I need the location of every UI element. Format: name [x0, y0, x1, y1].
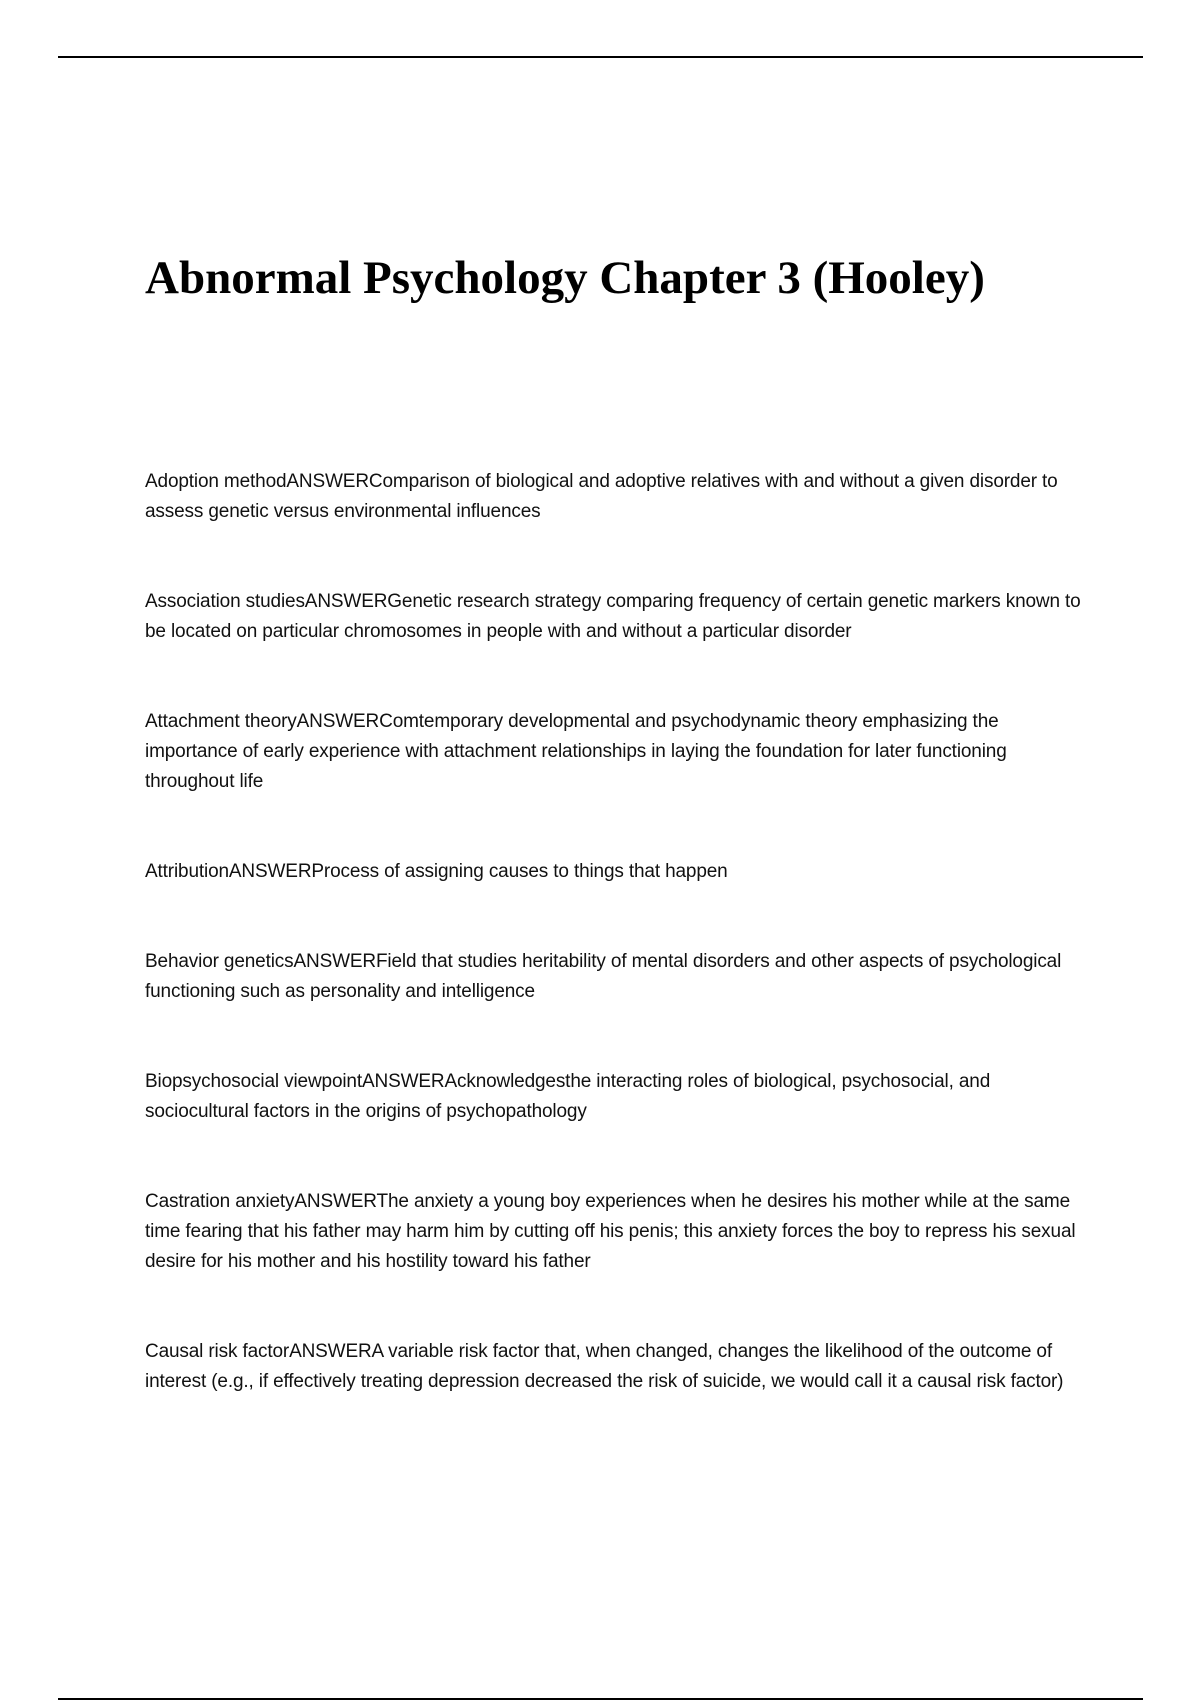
- page-title: Abnormal Psychology Chapter 3 (Hooley): [145, 252, 985, 304]
- glossary-entry-attachment-theory: Attachment theoryANSWERComtemporary developmental and psychodynamic theory emphasizing the importance of early experience with attachment relationships in laying the foundation for later functioning throughout life: [145, 711, 1007, 792]
- glossary-entry-causal-risk-factor: Causal risk factorANSWERA variable risk factor that, when changed, changes the likelihood of the outcome of interest (e.g., if effectively treating depression decreased the risk of suicide, we would call it a causal risk factor): [145, 1341, 1064, 1392]
- glossary-entry-association-studies: Association studiesANSWERGenetic research strategy comparing frequency of certain genetic markers known to be located on particular chromosomes in people with and without a particular disorder: [145, 591, 1081, 642]
- top-divider: [58, 56, 1143, 58]
- glossary-entry-biopsychosocial-viewpoint: Biopsychosocial viewpointANSWERAcknowledgesthe interacting roles of biological, psychosocial, and sociocultural factors in the origins of psychopathology: [145, 1071, 991, 1122]
- glossary-entry-adoption-method: Adoption methodANSWERComparison of biological and adoptive relatives with and without a given disorder to assess genetic versus environmental influences: [145, 471, 1058, 522]
- glossary-entry-attribution: AttributionANSWERProcess of assigning causes to things that happen: [145, 861, 728, 882]
- glossary-list: [145, 467, 1095, 1457]
- glossary-entry-castration-anxiety: Castration anxietyANSWERThe anxiety a young boy experiences when he desires his mother while at the same time fearing that his father may harm him by cutting off his penis; this anxiety forces the boy to repress his sexual desire for his mother and his hostility toward his father: [145, 1191, 1076, 1272]
- glossary-entry-behavior-genetics: Behavior geneticsANSWERField that studies heritability of mental disorders and other aspects of psychological functioning such as personality and intelligence: [145, 951, 1062, 1002]
